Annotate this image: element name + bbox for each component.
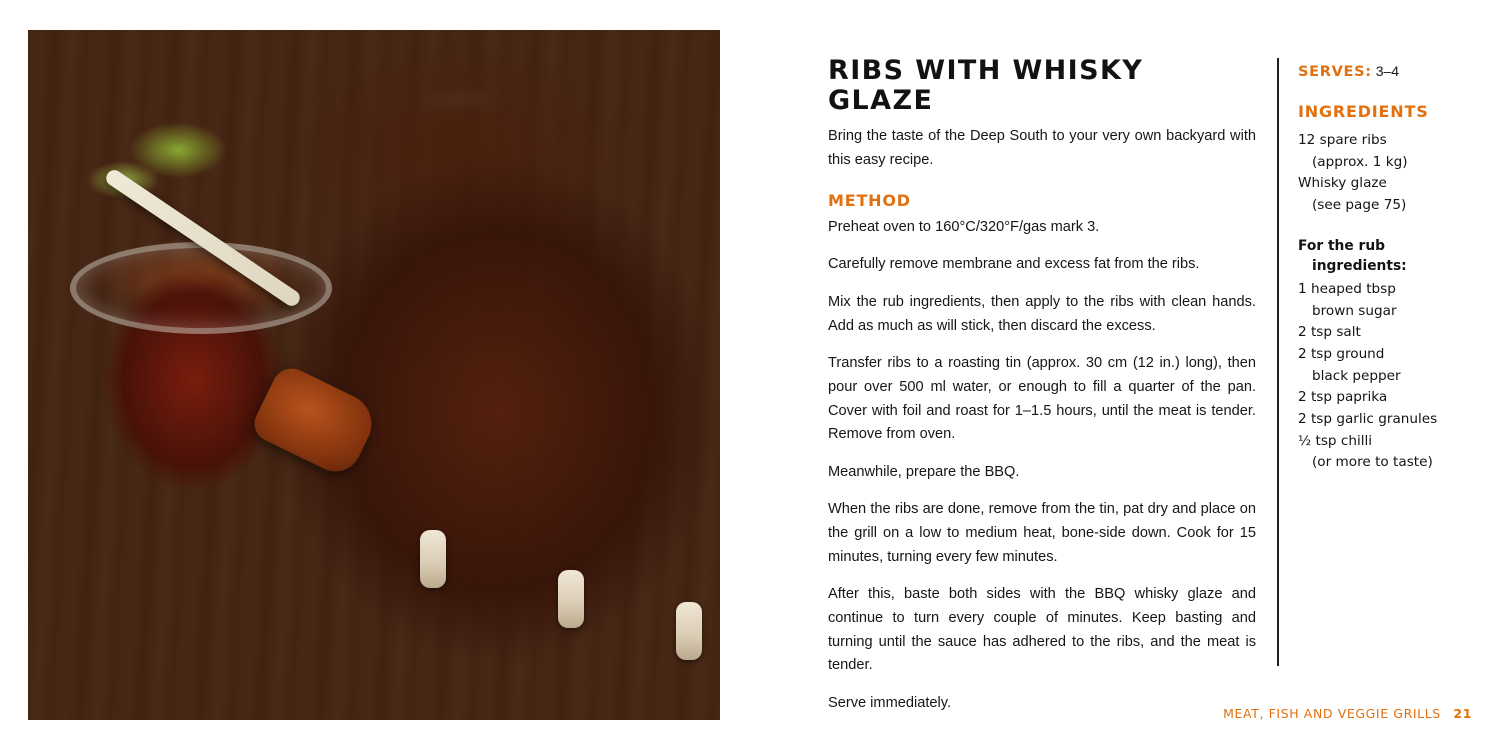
serves-line	[1298, 63, 1478, 80]
rub-heading-line-1: For the rub	[1298, 237, 1386, 254]
recipe-photo	[28, 30, 720, 720]
footer-chapter: MEAT, FISH AND VEGGIE GRILLS	[1223, 706, 1441, 721]
ingredient-item: (approx. 1 kg)	[1312, 153, 1408, 170]
rub-ingredient-item: 2 tsp salt	[1298, 324, 1361, 341]
method-step: Serve immediately.	[828, 694, 952, 711]
basting-brush-head	[248, 362, 381, 480]
rub-heading-line-2: ingredients:	[1312, 258, 1407, 275]
method-step: Mix the rub ingredients, then apply to the ribs with clean hands. Add as much as will stick, then discard the excess.	[828, 293, 1256, 334]
rub-ingredient-item: brown sugar	[1312, 302, 1397, 319]
rub-ingredient-item: 2 tsp ground	[1298, 345, 1385, 362]
method-step: Carefully remove membrane and excess fat from the ribs.	[828, 256, 1200, 273]
ingredient-item: (see page 75)	[1312, 196, 1407, 213]
ingredients-sidebar	[1298, 63, 1478, 474]
sidebar-divider	[1277, 58, 1279, 666]
serves-value: 3–4	[1375, 63, 1400, 79]
method-step: After this, baste both sides with the BBQ whisky glaze and continue to turn every couple of minutes. Keep basting and turning until the sauce has adhered to the ribs, and the meat is tender.	[828, 586, 1256, 674]
rib-bone	[420, 530, 446, 588]
recipe-photo-image	[28, 30, 720, 720]
ingredients-list	[1298, 130, 1478, 216]
ingredients-heading: INGREDIENTS	[1298, 102, 1429, 121]
rub-ingredient-item: 2 tsp paprika	[1298, 389, 1388, 406]
method-step: When the ribs are done, remove from the tin, pat dry and place on the grill on a low to medium heat, bone-side down. Cook for 15 minutes, turning every few minutes.	[828, 501, 1256, 565]
recipe-text-column	[828, 56, 1256, 716]
method-step: Meanwhile, prepare the BBQ.	[828, 463, 1020, 480]
method-step: Transfer ribs to a roasting tin (approx. 30 cm (12 in.) long), then pour over 500 ml water, or enough to fill a quarter of the pan. Cover with foil and roast for 1–1.5 hours, until the meat is tender. Remove from oven.	[828, 355, 1256, 443]
rib-bone	[558, 570, 584, 628]
ingredient-item: Whisky glaze	[1298, 175, 1387, 192]
method-step: Preheat oven to 160°C/320°F/gas mark 3.	[828, 218, 1100, 235]
method-heading: METHOD	[828, 190, 911, 210]
serves-label: SERVES:	[1298, 64, 1372, 80]
ingredient-item: 12 spare ribs	[1298, 132, 1387, 148]
recipe-intro: Bring the taste of the Deep South to your very own backyard with this easy recipe.	[828, 128, 1256, 169]
rub-ingredient-item: ½ tsp chilli	[1298, 432, 1373, 449]
rub-ingredient-item: black pepper	[1312, 367, 1401, 384]
rub-ingredients-list	[1298, 279, 1478, 473]
rib-bone	[676, 602, 702, 660]
rub-ingredient-item: 1 heaped tbsp	[1298, 281, 1396, 297]
recipe-title: RIBS WITH WHISKY GLAZE	[828, 55, 1144, 116]
footer-page-number: 21	[1453, 706, 1472, 721]
rub-ingredients-heading	[1298, 236, 1478, 277]
rub-ingredient-item: 2 tsp garlic granules	[1298, 410, 1438, 427]
page-footer	[1223, 706, 1472, 721]
rub-ingredient-item: (or more to taste)	[1312, 454, 1433, 471]
